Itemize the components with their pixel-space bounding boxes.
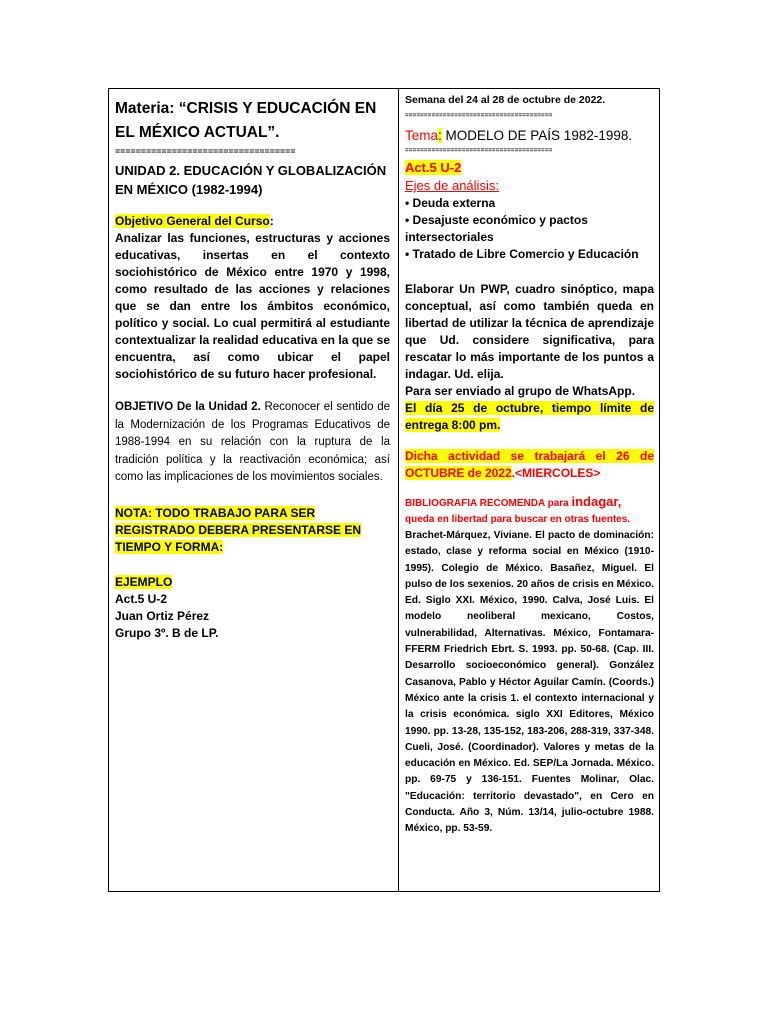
ejemplo-line: Act.5 U-2 <box>115 591 168 606</box>
unidad-heading: UNIDAD 2. EDUCACIÓN Y GLOBALIZACIÓN EN MÉXICO (1982-1994) <box>115 163 387 197</box>
nota-highlight: NOTA: TODO TRABAJO PARA SER REGISTRADO DEBERA PRESENTARSE EN TIEMPO Y FORMA: <box>115 505 362 554</box>
spacer <box>115 383 390 399</box>
spacer <box>115 556 390 574</box>
tema-heading <box>405 126 654 146</box>
materia-heading <box>115 97 390 145</box>
biblio-heading <box>405 494 654 512</box>
fecha-limite-text <box>405 400 654 434</box>
objetivo-general-heading <box>115 213 390 230</box>
bibliografia-text: Brachet-Márquez, Viviane. El pacto de dominación: estado, clase y reforma social en México (1910-1995). Colegio de México. Basañez, Miguel. El pulso de los sexenios. 20 años de crisis en México. Ed. Siglo XXI. México, 1990. Calva, José Luis. El modelo neoliberal mexicano, Costos, vulnerabilidad, Alternativas. México, Fontamara-FFERM Friedrich Ebrt. S. 1993. pp. 50-68. (Cap. III. Desarrollo socioeconómico general). González Casanova, Pablo y Héctor Aguilar Camín. (Coords.) México ante la crisis 1. el contexto internacional y la crisis económica. siglo XXI Editores, México 1990. pp. 13-28, 135-152, 183-206, 288-319, 337-348. Cueli, José. (Coordinador). Valores y metas de la educación en México. Ed. SEP/La Jornada. México. pp. 69-75 y 136-151. Fuentes Molinar, Olac. "Educación: territorio devastado", en Cero en Conducta. Año 3, Núm. 13/14, julio-octubre 1988. México, pp. 53-59. <box>405 530 654 835</box>
objetivo-general-text: Analizar las funciones, estructuras y acciones educativas, insertas en el contexto sociohistórico de México entre 1970 y 1998, como resultado de las acciones y relaciones que se dan entre los ámbitos económico, político y social. Lo cual permitirá al estudiante contextualizar la realidad educativa en la que se encuentra, así como ubicar el papel sociohistórico de su futuro hacer profesional. <box>115 231 390 381</box>
objetivo-unidad-text: Reconocer el sentido de la Modernización de los Programas Educativos de 1988-1994 en su relación con la ruptura de la tradición política y la reactivación económica; así como las implicaciones de los movimientos sociales. <box>115 401 390 483</box>
biblio-libertad: queda en libertad para buscar en otras fuentes. <box>405 514 631 525</box>
ejemplo-line: Juan Ortiz Pérez <box>115 608 210 623</box>
fecha-limite-highlight: El día 25 de octubre, tiempo límite de entrega 8:00 pm. <box>405 401 654 432</box>
separator: =================================== <box>115 147 296 157</box>
tema-colon: : <box>438 128 442 143</box>
materia-label: Materia: <box>115 100 179 117</box>
spacer <box>405 434 654 448</box>
miercoles-label: .<MIERCOLES> <box>511 466 601 480</box>
tema-label: Tema <box>405 128 439 143</box>
spacer <box>115 199 390 213</box>
dicha-actividad-highlight: Dicha actividad se trabajará el 26 de OCTUBRE de 2022 <box>405 449 654 480</box>
ejemplo-label: EJEMPLO <box>115 574 173 589</box>
separator: ======================================= <box>405 112 553 119</box>
ejemplo-line: Grupo 3º. B de LP. <box>115 625 219 640</box>
spacer <box>405 263 654 281</box>
separator: ======================================= <box>405 147 553 154</box>
eje-item: • Deuda externa <box>405 196 496 210</box>
act-heading <box>405 159 654 177</box>
materia-title: “CRISIS Y EDUCACIÓN EN EL MÉXICO ACTUAL”. <box>115 100 377 141</box>
biblio-label: BIBLIOGRAFIA RECOMENDA para <box>405 498 572 509</box>
document-table <box>108 88 660 892</box>
ejes-heading: Ejes de análisis: <box>405 178 499 193</box>
spacer <box>405 482 654 494</box>
right-column <box>399 89 658 891</box>
instrucciones-text: Elaborar Un PWP, cuadro sinóptico, mapa conceptual, así como también queda en libertad de utilizar la técnica de aprendizaje que Ud. considere significativa, para rescatar lo más importante de los puntos a indagar. Ud. elija. <box>405 282 654 381</box>
nota-text <box>115 505 390 556</box>
spacer <box>115 487 390 505</box>
eje-item: • Tratado de Libre Comercio y Educación <box>405 247 639 261</box>
biblio-indagar: indagar, <box>571 494 622 509</box>
objetivo-general-label: Objetivo General del Curso <box>115 214 270 228</box>
eje-item: • Desajuste económico y pactos intersectoriales <box>405 213 588 244</box>
objetivo-unidad-paragraph <box>115 399 390 487</box>
tema-text: MODELO DE PAÍS 1982-1998. <box>441 128 633 143</box>
objetivo-unidad-label: OBJETIVO De la Unidad 2. <box>115 401 261 413</box>
semana-text: Semana del 24 al 28 de octubre de 2022. <box>405 94 606 106</box>
envio-text: Para ser enviado al grupo de WhatsApp. <box>405 384 636 398</box>
ejemplo-heading <box>115 574 390 591</box>
objetivo-general-colon: : <box>269 214 274 228</box>
act-label: Act.5 U-2 <box>405 160 462 175</box>
dicha-actividad-text <box>405 448 654 482</box>
left-column <box>109 89 399 891</box>
